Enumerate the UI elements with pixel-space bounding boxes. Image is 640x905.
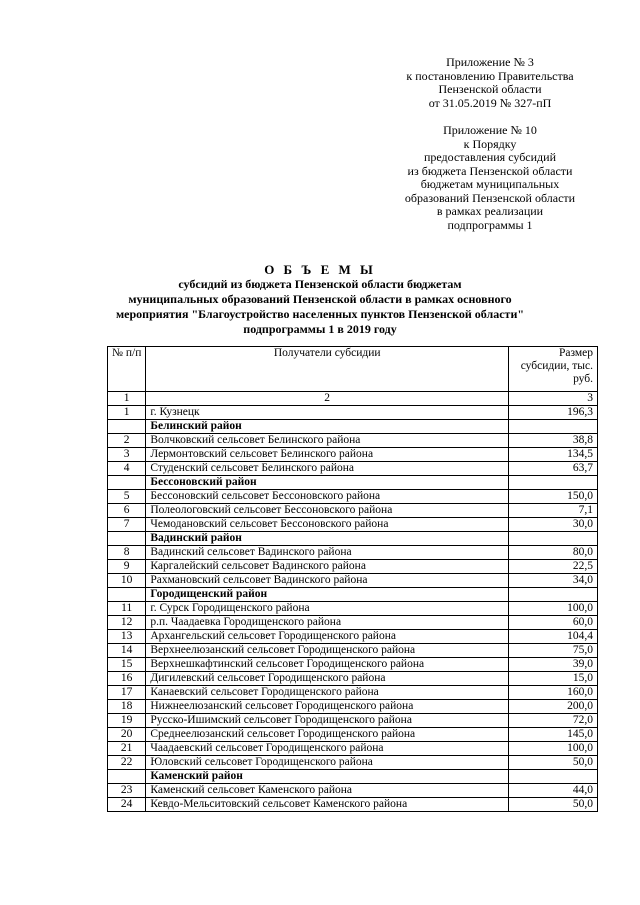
- recipient-name: Верхнеелюзанский сельсовет Городищенского района: [146, 644, 509, 658]
- recipient-name: Бессоновский сельсовет Бессоновского района: [146, 490, 509, 504]
- table-row: [108, 798, 598, 812]
- table-row: [108, 560, 598, 574]
- appendix-3-line: от 31.05.2019 № 327-пП: [428, 95, 552, 110]
- row-number: 19: [108, 714, 146, 728]
- row-number: 11: [108, 602, 146, 616]
- empty-cell: [108, 476, 146, 490]
- subsidy-amount: 34,0: [509, 574, 598, 588]
- recipient-name: г. Сурск Городищенского района: [146, 602, 509, 616]
- row-number: 2: [108, 434, 146, 448]
- recipient-name: Русско-Ишимский сельсовет Городищенского района: [146, 714, 509, 728]
- column-number-1: 1: [108, 392, 146, 406]
- district-name: Вадинский район: [146, 532, 509, 546]
- subsidy-amount: 30,0: [509, 518, 598, 532]
- appendix-3-line: Пензенской области: [438, 82, 542, 96]
- recipient-name: Канаевский сельсовет Городищенского района: [146, 686, 509, 700]
- table-row: [108, 574, 598, 588]
- appendix-3-line: Приложение № 3: [446, 55, 534, 69]
- subsidy-amount: 200,0: [509, 700, 598, 714]
- row-number: 23: [108, 784, 146, 798]
- row-number: 10: [108, 574, 146, 588]
- table-row: [108, 784, 598, 798]
- heading-line-4: подпрограммы 1 в 2019 году: [243, 322, 397, 336]
- recipient-name: Архангельский сельсовет Городищенского района: [146, 630, 509, 644]
- column-number-3: 3: [509, 392, 598, 406]
- row-number: 8: [108, 546, 146, 560]
- district-section-row: [108, 476, 598, 490]
- subsidy-amount: 39,0: [509, 658, 598, 672]
- subsidy-amount: 22,5: [509, 560, 598, 574]
- recipient-name: Лермонтовский сельсовет Белинского района: [146, 448, 509, 462]
- appendix-3-reference: [340, 56, 640, 110]
- subsidy-amount: 72,0: [509, 714, 598, 728]
- table-row: [108, 756, 598, 770]
- table-row: [108, 658, 598, 672]
- subsidy-amount: 160,0: [509, 686, 598, 700]
- subsidy-amount: 44,0: [509, 784, 598, 798]
- row-number: 15: [108, 658, 146, 672]
- appendix-10-line: к Порядку: [463, 136, 517, 151]
- header-amount: Размер субсидии, тыс. руб.: [509, 347, 598, 392]
- column-numbers-row: [108, 392, 598, 406]
- row-number: 1: [108, 406, 146, 420]
- table-row: [108, 714, 598, 728]
- row-number: 22: [108, 756, 146, 770]
- row-number: 17: [108, 686, 146, 700]
- subsidy-amount: 145,0: [509, 728, 598, 742]
- empty-cell: [108, 420, 146, 434]
- heading-line-3: мероприятия "Благоустройство населенных пунктов Пензенской области": [115, 307, 525, 321]
- empty-cell: [509, 420, 598, 434]
- subsidy-amount: 60,0: [509, 616, 598, 630]
- row-number: 21: [108, 742, 146, 756]
- row-number: 13: [108, 630, 146, 644]
- appendix-10-line: образований Пензенской области: [404, 190, 576, 205]
- row-number: 9: [108, 560, 146, 574]
- appendix-10-line: бюджетам муниципальных: [420, 177, 560, 191]
- recipient-name: Каргалейский сельсовет Вадинского района: [146, 560, 509, 574]
- appendix-10-line: Приложение № 10: [443, 123, 537, 137]
- empty-cell: [108, 532, 146, 546]
- recipient-name: Каменский сельсовет Каменского района: [146, 784, 509, 798]
- district-section-row: [108, 770, 598, 784]
- empty-cell: [509, 476, 598, 490]
- subsidy-amount: 75,0: [509, 644, 598, 658]
- subsidy-amount: 63,7: [509, 462, 598, 476]
- recipient-name: Среднеелюзанский сельсовет Городищенского района: [146, 728, 509, 742]
- header-recipients: Получатели субсидии: [146, 347, 509, 392]
- table-row: [108, 644, 598, 658]
- row-number: 7: [108, 518, 146, 532]
- header-number: № п/п: [108, 347, 146, 392]
- table-row: [108, 616, 598, 630]
- subsidy-amount: 15,0: [509, 672, 598, 686]
- recipient-name: Вадинский сельсовет Вадинского района: [146, 546, 509, 560]
- subsidy-table: [107, 346, 598, 812]
- table-row: [108, 700, 598, 714]
- subsidy-amount: 100,0: [509, 602, 598, 616]
- empty-cell: [509, 770, 598, 784]
- document-title: О Б Ъ Е М Ы: [264, 262, 376, 277]
- row-number: 5: [108, 490, 146, 504]
- table-row: [108, 742, 598, 756]
- appendix-10-reference: [340, 124, 640, 232]
- row-number: 14: [108, 644, 146, 658]
- empty-cell: [108, 770, 146, 784]
- row-number: 16: [108, 672, 146, 686]
- table-row: [108, 504, 598, 518]
- table-row: [108, 434, 598, 448]
- recipient-name: Волчковский сельсовет Белинского района: [146, 434, 509, 448]
- recipient-name: Верхнешкафтинский сельсовет Городищенского района: [146, 658, 509, 672]
- recipient-name: Нижнеелюзанский сельсовет Городищенского района: [146, 700, 509, 714]
- subsidy-amount: 50,0: [509, 798, 598, 812]
- subsidy-amount: 150,0: [509, 490, 598, 504]
- row-number: 3: [108, 448, 146, 462]
- table-row: [108, 672, 598, 686]
- table-row: [108, 630, 598, 644]
- document-heading: [40, 262, 600, 337]
- empty-cell: [108, 588, 146, 602]
- table-row: [108, 728, 598, 742]
- table-row: [108, 490, 598, 504]
- recipient-name: Дигилевский сельсовет Городищенского района: [146, 672, 509, 686]
- empty-cell: [509, 532, 598, 546]
- table-header-row: [108, 347, 598, 392]
- column-number-2: 2: [146, 392, 509, 406]
- appendix-3-line: к постановлению Правительства: [406, 68, 574, 83]
- subsidy-amount: 38,8: [509, 434, 598, 448]
- row-number: 12: [108, 616, 146, 630]
- recipient-name: Рахмановский сельсовет Вадинского района: [146, 574, 509, 588]
- district-section-row: [108, 588, 598, 602]
- district-section-row: [108, 532, 598, 546]
- row-number: 4: [108, 462, 146, 476]
- appendix-10-line: из бюджета Пензенской области: [407, 163, 573, 178]
- appendix-10-line: подпрограммы 1: [447, 217, 533, 232]
- district-section-row: [108, 420, 598, 434]
- row-number: 6: [108, 504, 146, 518]
- recipient-name: Полеологовский сельсовет Бессоновского района: [146, 504, 509, 518]
- recipient-name: Чемодановский сельсовет Бессоновского района: [146, 518, 509, 532]
- appendix-block: [340, 56, 640, 232]
- table-row: [108, 406, 598, 420]
- table-row: [108, 602, 598, 616]
- appendix-10-line: в рамках реализации: [436, 204, 544, 218]
- district-name: Бессоновский район: [146, 476, 509, 490]
- subsidy-amount: 100,0: [509, 742, 598, 756]
- subsidy-amount: 50,0: [509, 756, 598, 770]
- recipient-name: р.п. Чаадаевка Городищенского района: [146, 616, 509, 630]
- table-row: [108, 518, 598, 532]
- heading-line-2: муниципальных образований Пензенской области в рамках основного: [128, 292, 512, 306]
- subsidy-amount: 7,1: [509, 504, 598, 518]
- row-number: 18: [108, 700, 146, 714]
- table-row: [108, 462, 598, 476]
- row-number: 20: [108, 728, 146, 742]
- recipient-name: г. Кузнецк: [146, 406, 509, 420]
- table-row: [108, 448, 598, 462]
- subsidy-amount: 80,0: [509, 546, 598, 560]
- row-number: 24: [108, 798, 146, 812]
- table-row: [108, 546, 598, 560]
- heading-line-1: субсидий из бюджета Пензенской области бюджетам: [178, 277, 462, 291]
- recipient-name: Студенский сельсовет Белинского района: [146, 462, 509, 476]
- recipient-name: Кевдо-Мельситовский сельсовет Каменского района: [146, 798, 509, 812]
- district-name: Белинский район: [146, 420, 509, 434]
- empty-cell: [509, 588, 598, 602]
- subsidy-amount: 104,4: [509, 630, 598, 644]
- recipient-name: Чаадаевский сельсовет Городищенского района: [146, 742, 509, 756]
- district-name: Каменский район: [146, 770, 509, 784]
- subsidy-amount: 134,5: [509, 448, 598, 462]
- table-row: [108, 686, 598, 700]
- appendix-10-line: предоставления субсидий: [423, 150, 557, 164]
- district-name: Городищенский район: [146, 588, 509, 602]
- recipient-name: Юловский сельсовет Городищенского района: [146, 756, 509, 770]
- subsidy-amount: 196,3: [509, 406, 598, 420]
